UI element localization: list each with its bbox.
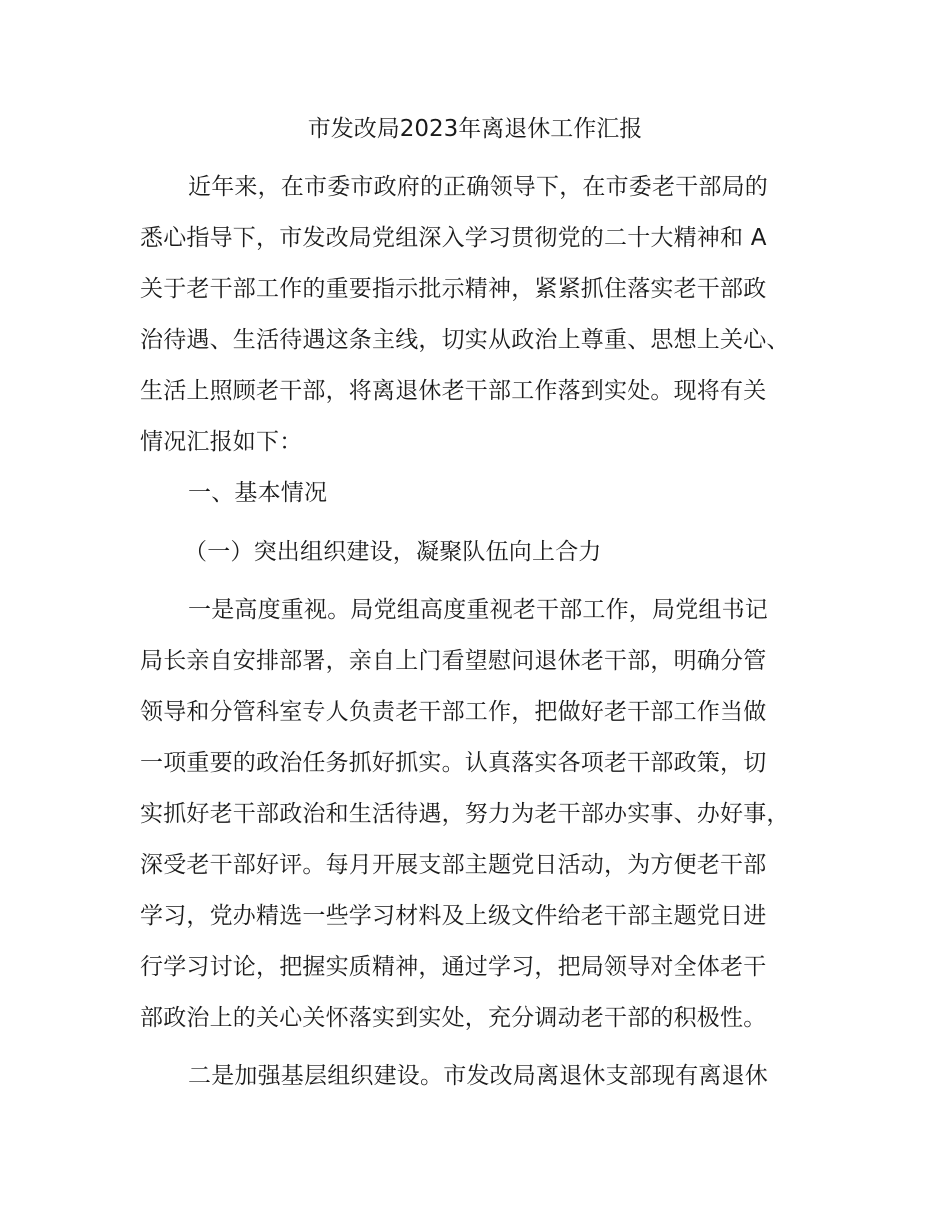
- para1-line-3: 领导和分管科室专人负责老干部工作，把做好老干部工作当做: [140, 699, 767, 725]
- document-title: 市发改局2023年离退休工作汇报: [307, 116, 643, 142]
- intro-line-4: 治待遇、生活待遇这条主线，切实从政治上尊重、思想上关心、: [140, 327, 790, 353]
- intro-line-3: 关于老干部工作的重要指示批示精神，紧紧抓住落实老干部政: [140, 276, 767, 302]
- para1-line-1: 一是高度重视。局党组高度重视老干部工作，局党组书记: [188, 597, 768, 623]
- subsection-heading: （一）突出组织建设，凝聚队伍向上合力: [184, 539, 602, 565]
- para1-line-9: 部政治上的关心关怀落实到实处，充分调动老干部的积极性。: [140, 1005, 767, 1031]
- intro-line-6: 情况汇报如下：: [140, 429, 303, 455]
- section-heading: 一、基本情况: [188, 480, 328, 506]
- intro-line-1: 近年来，在市委市政府的正确领导下，在市委老干部局的: [188, 174, 768, 200]
- para1-line-4: 一项重要的政治任务抓好抓实。认真落实各项老干部政策，切: [140, 750, 767, 776]
- para1-line-6: 深受老干部好评。每月开展支部主题党日活动，为方便老干部: [140, 852, 767, 878]
- para1-line-5: 实抓好老干部政治和生活待遇，努力为老干部办实事、办好事，: [140, 801, 790, 827]
- para1-line-2: 局长亲自安排部署，亲自上门看望慰问退休老干部，明确分管: [140, 648, 767, 674]
- para1-line-7: 学习，党办精选一些学习材料及上级文件给老干部主题党日进: [140, 903, 767, 929]
- para2-line-1: 二是加强基层组织建设。市发改局离退休支部现有离退休: [188, 1063, 768, 1089]
- para1-line-8: 行学习讨论，把握实质精神，通过学习，把局领导对全体老干: [140, 954, 767, 980]
- intro-line-5: 生活上照顾老干部，将离退休老干部工作落到实处。现将有关: [140, 378, 767, 404]
- intro-line-2: 悉心指导下，市发改局党组深入学习贯彻党的二十大精神和 A: [140, 225, 767, 251]
